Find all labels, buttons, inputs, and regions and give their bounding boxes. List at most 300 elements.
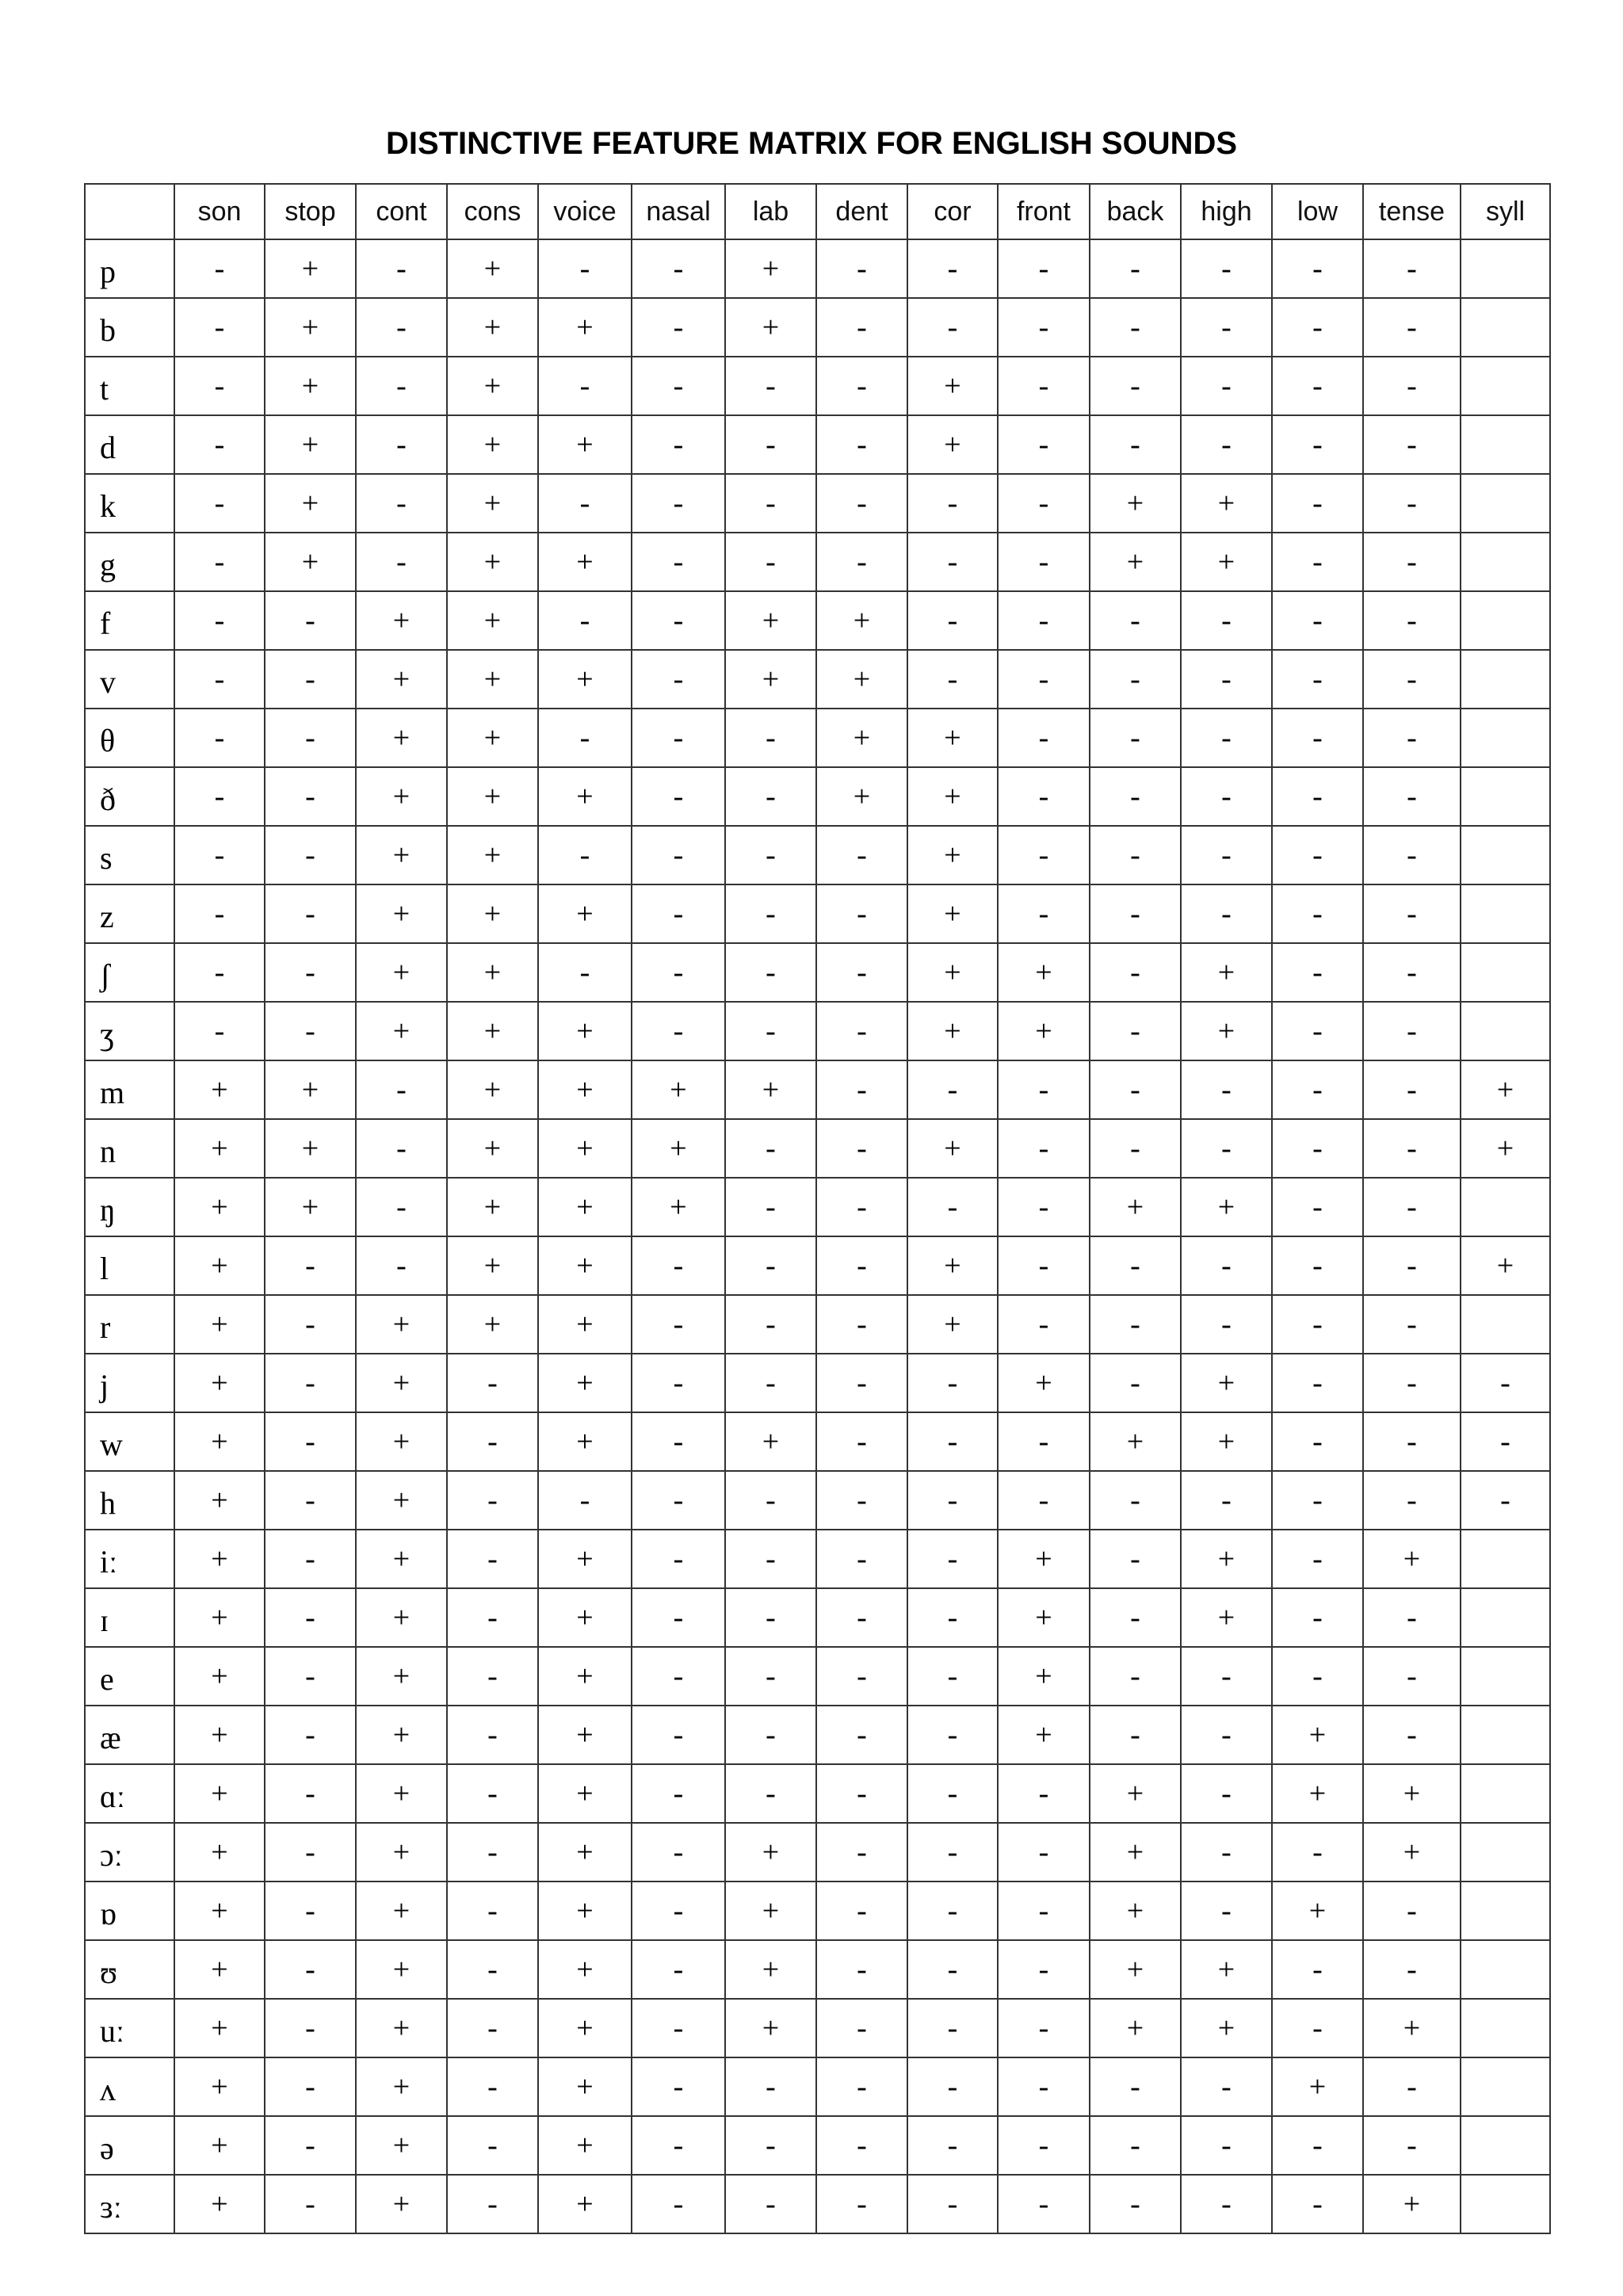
feature-value: - [1272,357,1363,415]
feature-value: - [1363,1647,1461,1706]
feature-value: + [174,1178,265,1236]
feature-value: - [1272,533,1363,591]
table-row [85,767,1550,826]
feature-value: - [356,1178,447,1236]
feature-value: + [907,826,998,884]
feature-value: - [265,1354,356,1412]
feature-value: + [265,1119,356,1178]
feature-value: - [265,1940,356,1999]
feature-value: + [356,943,447,1002]
feature-value: + [447,1060,538,1119]
sound-symbol: t [85,357,174,415]
feature-value: - [1272,1999,1363,2057]
feature-value: - [816,1354,907,1412]
feature-value: + [356,650,447,709]
feature-value: - [265,884,356,943]
feature-value: + [174,1471,265,1530]
feature-value: - [1272,1354,1363,1412]
feature-value [1461,474,1550,533]
feature-value: - [632,767,725,826]
feature-value: - [998,709,1090,767]
sound-symbol: p [85,239,174,298]
feature-value: - [1461,1471,1550,1530]
table-row [85,1060,1550,1119]
feature-value: - [1363,298,1461,357]
feature-value: + [174,1706,265,1764]
feature-value: - [632,1706,725,1764]
feature-value: + [447,1002,538,1060]
feature-value [1461,1002,1550,1060]
feature-value: - [907,1354,998,1412]
feature-value: + [725,298,816,357]
feature-value: + [725,650,816,709]
feature-value: - [998,591,1090,650]
sound-symbol: d [85,415,174,474]
sound-symbol: θ [85,709,174,767]
feature-value: - [1090,2057,1181,2116]
feature-value: - [725,2175,816,2233]
table-row [85,1940,1550,1999]
feature-value: + [632,1178,725,1236]
feature-value: + [1363,1530,1461,1588]
feature-value: - [1181,2057,1272,2116]
feature-value: + [265,357,356,415]
feature-value: - [907,650,998,709]
feature-value: - [1181,1823,1272,1881]
feature-value: - [998,650,1090,709]
feature-value: - [998,1823,1090,1881]
feature-value: - [907,239,998,298]
feature-value: - [816,1178,907,1236]
feature-value: - [447,1588,538,1647]
feature-value: - [632,1412,725,1471]
feature-value: - [725,357,816,415]
feature-value: - [1272,709,1363,767]
feature-value: - [1272,2116,1363,2175]
feature-value: - [1363,2116,1461,2175]
sound-symbol: ʊ [85,1940,174,1999]
sound-symbol: ə [85,2116,174,2175]
feature-value: - [998,1412,1090,1471]
feature-value: - [907,1881,998,1940]
feature-value: - [1181,415,1272,474]
feature-value: - [1181,1471,1272,1530]
feature-value: + [632,1119,725,1178]
feature-value: + [174,1236,265,1295]
feature-value: + [1272,2057,1363,2116]
feature-value: + [907,415,998,474]
feature-value: - [356,533,447,591]
feature-value: + [174,1823,265,1881]
feature-value: + [998,1002,1090,1060]
sound-symbol: iː [85,1530,174,1588]
sound-symbol: k [85,474,174,533]
feature-value: - [725,1236,816,1295]
feature-value: - [174,474,265,533]
feature-value: - [1272,298,1363,357]
feature-value: - [1363,826,1461,884]
feature-value: - [538,943,632,1002]
corner-cell [85,184,174,239]
feature-value: - [1090,1295,1181,1354]
feature-value: - [1272,1295,1363,1354]
feature-value: + [1363,1823,1461,1881]
feature-value: - [632,650,725,709]
feature-value: - [447,1823,538,1881]
feature-value: - [538,357,632,415]
feature-value [1461,1178,1550,1236]
feature-value: - [907,1471,998,1530]
feature-value: - [538,474,632,533]
feature-value: + [538,1412,632,1471]
feature-value: - [174,826,265,884]
feature-value [1461,1764,1550,1823]
feature-value: + [1090,1412,1181,1471]
feature-value: - [632,2175,725,2233]
feature-value: - [1363,1060,1461,1119]
feature-value: - [632,1471,725,1530]
feature-value: - [265,2057,356,2116]
feature-value: - [816,2116,907,2175]
feature-value: + [174,1647,265,1706]
table-row [85,1236,1550,1295]
feature-value: + [538,1940,632,1999]
feature-value: - [998,1236,1090,1295]
feature-value: - [907,298,998,357]
table-row [85,533,1550,591]
feature-value: - [447,1354,538,1412]
feature-value: - [1363,767,1461,826]
feature-value: - [1090,1354,1181,1412]
feature-value: - [998,1999,1090,2057]
feature-value: - [174,943,265,1002]
table-row [85,415,1550,474]
feature-value: + [356,1530,447,1588]
feature-value: - [447,1764,538,1823]
feature-value: + [538,1764,632,1823]
feature-value: - [1181,239,1272,298]
feature-value: - [1363,474,1461,533]
feature-value: - [1181,1881,1272,1940]
feature-value: - [1272,1119,1363,1178]
feature-value: - [725,474,816,533]
feature-value: - [998,298,1090,357]
feature-value: - [1363,1588,1461,1647]
feature-value: - [632,1647,725,1706]
feature-value: + [998,1530,1090,1588]
feature-header: low [1272,184,1363,239]
feature-value: + [1090,1940,1181,1999]
feature-value: - [816,1764,907,1823]
feature-value: - [907,1530,998,1588]
feature-value: + [538,2057,632,2116]
feature-value: - [265,1823,356,1881]
feature-value: - [1090,1647,1181,1706]
feature-value: - [265,1471,356,1530]
feature-value: - [1272,239,1363,298]
feature-value: + [538,1119,632,1178]
feature-value: + [174,2116,265,2175]
feature-value: + [356,1706,447,1764]
feature-value: - [174,239,265,298]
feature-value: - [1272,884,1363,943]
feature-value: - [1272,1471,1363,1530]
feature-value: + [725,591,816,650]
feature-value: - [447,1471,538,1530]
feature-value: + [174,1412,265,1471]
feature-value: - [538,709,632,767]
feature-value: - [725,1471,816,1530]
feature-value: + [1090,1999,1181,2057]
feature-value: - [907,1412,998,1471]
feature-value: + [447,415,538,474]
feature-value: - [1363,1412,1461,1471]
feature-value: - [816,1881,907,1940]
feature-value: + [538,1706,632,1764]
feature-value: + [538,1354,632,1412]
table-row [85,1530,1550,1588]
feature-value: - [1090,1471,1181,1530]
feature-value: - [265,1530,356,1588]
table-row [85,357,1550,415]
feature-value: - [1090,415,1181,474]
feature-value: + [356,1412,447,1471]
feature-value: + [998,1647,1090,1706]
feature-value: - [907,591,998,650]
table-row [85,298,1550,357]
feature-value: + [538,298,632,357]
feature-value: - [1363,2057,1461,2116]
sound-symbol: ʌ [85,2057,174,2116]
feature-value [1461,1940,1550,1999]
feature-value: + [447,650,538,709]
feature-value: + [1272,1764,1363,1823]
table-row [85,1647,1550,1706]
feature-value: - [907,1060,998,1119]
feature-value: - [356,1060,447,1119]
sound-symbol: ʃ [85,943,174,1002]
feature-value: - [1272,2175,1363,2233]
feature-value: + [1181,943,1272,1002]
feature-value: - [1090,650,1181,709]
feature-header: son [174,184,265,239]
feature-value: + [725,1940,816,1999]
feature-value: - [632,1295,725,1354]
feature-value: - [1090,298,1181,357]
sound-symbol: ð [85,767,174,826]
feature-value: + [998,1706,1090,1764]
feature-header: dent [816,184,907,239]
sound-symbol: e [85,1647,174,1706]
sound-symbol: ɑː [85,1764,174,1823]
feature-value: + [356,1881,447,1940]
sound-symbol: z [85,884,174,943]
feature-value: - [632,1823,725,1881]
feature-value: - [725,1295,816,1354]
sound-symbol: g [85,533,174,591]
feature-value: + [538,1999,632,2057]
feature-value: - [816,1471,907,1530]
feature-value: + [725,239,816,298]
feature-value: - [1363,415,1461,474]
feature-value: - [907,2057,998,2116]
feature-value [1461,2057,1550,2116]
table-row [85,943,1550,1002]
feature-value: + [356,2175,447,2233]
feature-value: - [1272,1647,1363,1706]
table-row [85,239,1550,298]
feature-value: - [1181,1295,1272,1354]
feature-value: - [632,474,725,533]
feature-value: - [1272,1236,1363,1295]
feature-value: - [1272,943,1363,1002]
feature-value: - [816,298,907,357]
feature-value: - [816,1706,907,1764]
sound-symbol: r [85,1295,174,1354]
feature-value: + [265,1178,356,1236]
feature-value: + [265,474,356,533]
feature-value: - [265,2175,356,2233]
feature-value: + [447,1236,538,1295]
feature-value: - [1363,1354,1461,1412]
feature-value: - [816,826,907,884]
feature-value: - [1181,1119,1272,1178]
feature-value: + [1363,1999,1461,2057]
feature-value: + [356,1588,447,1647]
feature-value: - [816,415,907,474]
feature-value: - [998,1119,1090,1178]
feature-value: + [538,1530,632,1588]
feature-value: + [447,474,538,533]
feature-value: - [356,357,447,415]
feature-value: - [1090,591,1181,650]
feature-value: - [1272,415,1363,474]
feature-value: - [265,591,356,650]
feature-value: - [265,1588,356,1647]
feature-value: - [907,1178,998,1236]
feature-value: + [174,1354,265,1412]
feature-value: - [265,943,356,1002]
feature-value [1461,1588,1550,1647]
sound-symbol: uː [85,1999,174,2057]
sound-symbol: ʒ [85,1002,174,1060]
feature-value: - [447,1999,538,2057]
feature-header: cor [907,184,998,239]
feature-value: - [816,2057,907,2116]
feature-value: - [1181,1236,1272,1295]
feature-value: - [1090,1236,1181,1295]
feature-value: - [816,1119,907,1178]
feature-value: - [1272,1412,1363,1471]
feature-value: - [725,1706,816,1764]
table-row [85,1471,1550,1530]
feature-value [1461,1530,1550,1588]
feature-header: high [1181,184,1272,239]
feature-value: - [265,826,356,884]
feature-value: - [1181,884,1272,943]
sound-symbol: ɒ [85,1881,174,1940]
feature-value: - [816,2175,907,2233]
table-row [85,1999,1550,2057]
feature-value: + [447,1119,538,1178]
table-row [85,1881,1550,1940]
feature-value: - [632,1940,725,1999]
feature-value: - [1363,1119,1461,1178]
feature-value: - [632,884,725,943]
table-row [85,1706,1550,1764]
feature-value: - [447,2116,538,2175]
feature-value: + [538,1881,632,1940]
matrix-body [85,239,1550,2233]
feature-value [1461,1881,1550,1940]
feature-header: stop [265,184,356,239]
feature-value: - [1363,357,1461,415]
feature-value: - [174,533,265,591]
feature-value: - [725,1002,816,1060]
feature-value: + [998,1588,1090,1647]
feature-value: + [538,1295,632,1354]
feature-value: - [1090,884,1181,943]
feature-value: - [816,884,907,943]
feature-value: + [538,533,632,591]
feature-value: - [447,1647,538,1706]
feature-value: - [447,1881,538,1940]
feature-value: - [632,533,725,591]
feature-value: - [632,1588,725,1647]
feature-value: - [174,591,265,650]
feature-value [1461,1295,1550,1354]
feature-value: - [1181,591,1272,650]
feature-value: - [538,591,632,650]
table-row [85,1412,1550,1471]
feature-value: - [265,1647,356,1706]
feature-value: - [632,943,725,1002]
feature-value: - [632,1530,725,1588]
feature-value: + [1461,1236,1550,1295]
feature-value: - [816,1999,907,2057]
table-row [85,1764,1550,1823]
feature-value: + [1181,1588,1272,1647]
feature-value: + [538,2116,632,2175]
feature-value: - [265,1236,356,1295]
feature-value: - [174,298,265,357]
feature-value: - [1461,1412,1550,1471]
feature-value: - [632,1354,725,1412]
feature-value: + [725,1823,816,1881]
feature-value: - [632,1999,725,2057]
feature-value: - [907,1706,998,1764]
feature-value: + [356,591,447,650]
feature-value: - [1363,1236,1461,1295]
feature-value: + [725,1060,816,1119]
feature-value [1461,239,1550,298]
feature-value: - [1272,1178,1363,1236]
feature-header: front [998,184,1090,239]
feature-value: - [1181,1060,1272,1119]
table-row [85,1354,1550,1412]
feature-value: + [265,298,356,357]
feature-value: - [632,1002,725,1060]
feature-value: - [907,1588,998,1647]
feature-value: - [1272,650,1363,709]
feature-value: - [265,2116,356,2175]
feature-value: - [816,1940,907,1999]
feature-matrix-table [84,183,1551,2234]
feature-value: - [1363,239,1461,298]
feature-value: + [998,1354,1090,1412]
feature-value: - [816,239,907,298]
feature-value: - [1181,650,1272,709]
